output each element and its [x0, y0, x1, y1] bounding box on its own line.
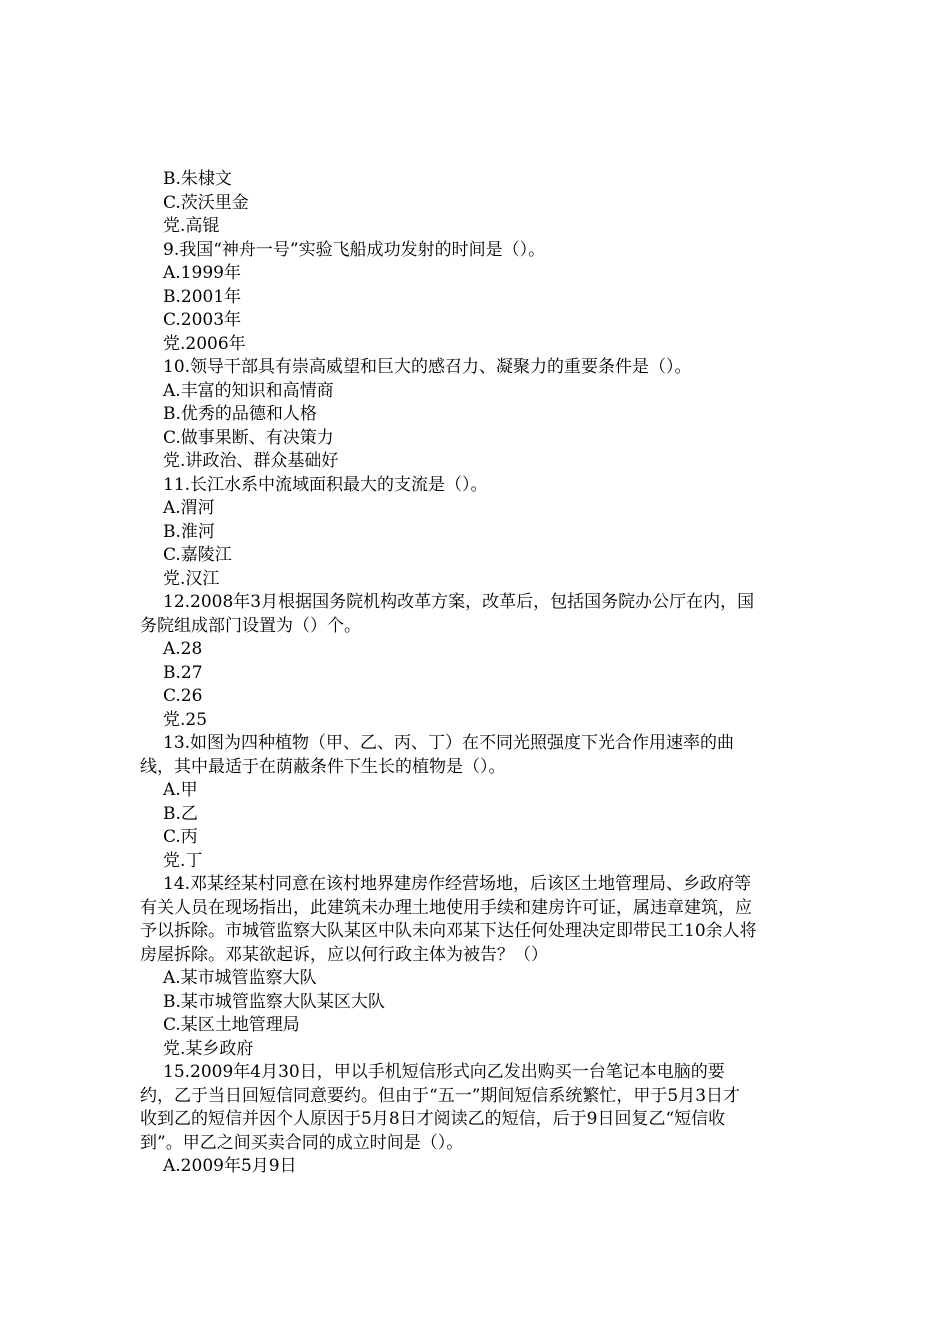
question-text: 10.领导干部具有崇高威望和巨大的感召力、凝聚力的重要条件是（）。 — [163, 357, 692, 377]
question-text-line: 14.邓某经某村同意在该村地界建房作经营场地，后该区土地管理局、乡政府等 — [163, 874, 752, 894]
option-line: C.丙 — [163, 827, 198, 847]
option-line: A.2009年5月9日 — [163, 1156, 297, 1176]
option-line: 党.丁 — [163, 850, 203, 871]
option-line: C.做事果断、有决策力 — [163, 427, 334, 448]
option-line: B.2001年 — [163, 286, 242, 307]
option-line: C.茨沃里金 — [163, 192, 249, 213]
option-line: B.朱棣文 — [163, 169, 232, 189]
question-text-line: 房屋拆除。邓某欲起诉，应以何行政主体为被告？（） — [140, 944, 548, 965]
question-text-line: 线，其中最适于在荫蔽条件下生长的植物是（）。 — [140, 756, 506, 777]
option-line: 党.2006年 — [163, 333, 246, 354]
option-line: B.27 — [163, 662, 203, 683]
option-line: B.乙 — [163, 803, 198, 824]
option-line: 党.讲政治、群众基础好 — [163, 451, 339, 471]
question-text-line: 13.如图为四种植物（甲、乙、丙、丁）在不同光照强度下光合作用速率的曲 — [163, 733, 735, 753]
question-text-line: 有关人员在现场指出，此建筑未办理土地使用手续和建房许可证，属违章建筑，应 — [140, 897, 752, 918]
question-text-line: 予以拆除。市城管监察大队某区中队未向邓某下达任何处理决定即带民工10余人将 — [140, 921, 757, 941]
question-text: 11.长江水系中流域面积最大的支流是（）。 — [163, 474, 488, 495]
question-text-line: 到”。甲乙之间买卖合同的成立时间是（）。 — [140, 1132, 464, 1153]
question-text-line: 收到乙的短信并因个人原因于5月8日才阅读乙的短信，后于9日回复乙“短信收 — [140, 1109, 726, 1129]
option-line: C.26 — [163, 686, 203, 706]
option-line: C.2003年 — [163, 310, 242, 330]
option-line: A.丰富的知识和高情商 — [163, 380, 334, 401]
option-line: 党.某乡政府 — [163, 1038, 254, 1059]
question-text-line: 务院组成部门设置为（）个。 — [140, 615, 361, 636]
option-line: C.嘉陵江 — [163, 545, 232, 565]
question-text-line: 12.2008年3月根据国务院机构改革方案，改革后，包括国务院办公厅在内，国 — [163, 592, 755, 612]
option-line: B.淮河 — [163, 521, 215, 542]
option-line: B.某市城管监察大队某区大队 — [163, 991, 385, 1012]
option-line: 党.汉江 — [163, 568, 220, 589]
option-line: B.优秀的品德和人格 — [163, 404, 317, 424]
option-line: C.某区土地管理局 — [163, 1015, 300, 1035]
document-body — [140, 168, 833, 1179]
option-line: A.某市城管监察大队 — [163, 968, 317, 988]
question-text-line: 约，乙于当日回短信同意要约。但由于“五一”期间短信系统繁忙，甲于5月3日才 — [140, 1085, 741, 1106]
question-text-line: 15.2009年4月30日，甲以手机短信形式向乙发出购买一台笔记本电脑的要 — [163, 1062, 725, 1082]
question-text: 9.我国“神舟一号”实验飞船成功发射的时间是（）。 — [163, 239, 546, 260]
option-line: A.1999年 — [163, 263, 241, 283]
option-line: 党.高锟 — [163, 216, 220, 236]
option-line: A.渭河 — [163, 498, 215, 518]
option-line: 党.25 — [163, 709, 208, 730]
option-line: A.甲 — [163, 780, 198, 800]
option-line: A.28 — [163, 639, 203, 659]
